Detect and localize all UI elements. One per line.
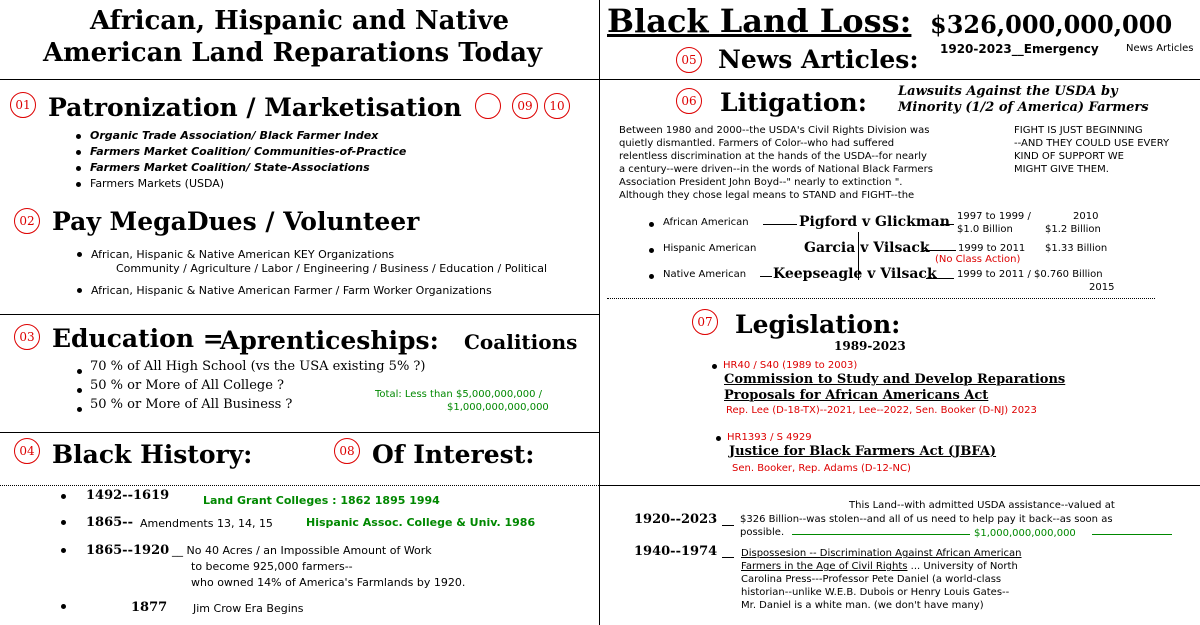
land-grant-colleges: Land Grant Colleges : 1862 1895 1994 — [203, 494, 440, 507]
bullet — [76, 166, 81, 171]
divider-right-3 — [599, 485, 1200, 486]
case-extra-1b: $1.2 Billion — [1045, 224, 1101, 235]
black-history-heading: Black History: — [52, 440, 253, 469]
timeline-1-amount: $1,000,000,000,000 — [974, 528, 1076, 539]
center-divider — [599, 0, 600, 625]
green-rule — [1092, 534, 1172, 535]
section-02-badge: 02 — [14, 208, 40, 234]
left-title-line2: American Land Reparations Today — [42, 38, 543, 68]
case-connector — [926, 278, 954, 279]
case-name-1: Pigford v Glickman — [799, 214, 950, 230]
bullet — [76, 150, 81, 155]
bullet — [77, 388, 82, 393]
patronization-item-3: Farmers Market Coalition/ State-Associations — [90, 161, 370, 174]
bill2-title[interactable]: Justice for Black Farmers Act (JBFA) — [729, 444, 997, 459]
of-interest-heading: Of Interest: — [372, 440, 535, 469]
bullet — [61, 520, 66, 525]
history-year-4: 1877 — [131, 600, 168, 615]
education-item-2: 50 % or More of All College ? — [90, 378, 285, 393]
divider-left-2 — [0, 314, 599, 315]
land-loss-amount: $326,000,000,000 — [930, 10, 1173, 39]
bill1-title-2[interactable]: Proposals for African Americans Act — [724, 388, 989, 403]
bill1-id: HR40 / S40 (1989 to 2003) — [723, 360, 858, 371]
case-connector — [924, 250, 956, 251]
bill2-sponsors: Sen. Booker, Rep. Adams (D-12-NC) — [732, 463, 911, 474]
case-note-2: (No Class Action) — [935, 254, 1021, 265]
black-land-loss-title: Black Land Loss: — [607, 2, 912, 40]
case-connector — [763, 224, 797, 225]
litigation-para-3: relentless discrimination at the hands of the USDA--for nearly — [619, 151, 927, 162]
litigation-para-4: a century--were driven--in the words of National Black Farmers — [619, 164, 933, 175]
litigation-heading: Litigation: — [720, 88, 867, 117]
bullet — [76, 182, 81, 187]
news-articles-link[interactable]: News Articles — [1126, 43, 1194, 54]
timeline-connector — [722, 557, 734, 558]
bullet — [61, 494, 66, 499]
bullet — [649, 274, 654, 279]
left-title-line1: African, Hispanic and Native — [89, 6, 510, 36]
education-item-3: 50 % or More of All Business ? — [90, 397, 293, 412]
patronization-item-2: Farmers Market Coalition/ Communities-of-Practice — [90, 145, 407, 158]
timeline-year-1: 1920--2023 — [634, 512, 718, 527]
case-detail-2a: 1999 to 2011 — [958, 243, 1026, 254]
education-heading: Education = — [52, 324, 224, 353]
case-detail-3a: 1999 to 2011 / $0.760 Billion — [957, 269, 1103, 280]
bill2-id: HR1393 / S 4929 — [727, 432, 812, 443]
patronization-item-4: Farmers Markets (USDA) — [90, 177, 225, 190]
patronization-item-1: Organic Trade Association/ Black Farmer Index — [90, 129, 379, 142]
litigation-subtitle-2: Minority (1/2 of America) Farmers — [898, 100, 1149, 115]
litigation-para-5: Association President John Boyd--" nearly to extinction ". — [619, 177, 903, 188]
case-extra-1a: 2010 — [1073, 211, 1099, 222]
dispossession-line2 — [741, 561, 1018, 572]
litigation-side-1: FIGHT IS JUST BEGINNING — [1014, 125, 1143, 136]
bullet — [76, 134, 81, 139]
bullet — [61, 604, 66, 609]
bullet — [77, 369, 82, 374]
case-detail-3b: 2015 — [1089, 282, 1115, 293]
dispossession-publisher: ... University of North — [907, 561, 1018, 572]
bullet — [77, 252, 82, 257]
timeline-1-line3: possible. — [740, 527, 785, 538]
case-name-2: Garcia v Vilsack — [804, 240, 930, 256]
legislation-years: 1989-2023 — [834, 339, 906, 353]
dispossession-line5: Mr. Daniel is a white man. (we don't have many) — [741, 600, 984, 611]
education-item-1: 70 % of All High School (vs the USA existing 5% ?) — [90, 359, 426, 374]
megadues-item-1-sub: Community / Agriculture / Labor / Engineering / Business / Education / Political — [116, 262, 548, 275]
bullet — [712, 364, 717, 369]
bill1-title-1[interactable]: Commission to Study and Develop Reparations — [724, 372, 1066, 387]
bullet — [77, 288, 82, 293]
megadues-item-1: African, Hispanic & Native American KEY Organizations — [91, 248, 395, 261]
dispossession-link-1[interactable]: Dispossesion -- Discrimination Against African American — [741, 548, 1022, 559]
case-detail-2b: $1.33 Billion — [1045, 243, 1108, 254]
timeline-1-line1: This Land--with admitted USDA assistance--valued at — [849, 500, 1115, 511]
divider-right-2 — [607, 298, 1155, 299]
section-05-badge: 05 — [676, 47, 702, 73]
coalitions-label: Coalitions — [464, 330, 578, 354]
dispossession-line3: Carolina Press---Professor Pete Daniel (a world-class — [741, 574, 1002, 585]
timeline-year-2: 1940--1974 — [634, 544, 718, 559]
section-10-badge: 10 — [544, 93, 570, 119]
case-connector — [940, 224, 954, 225]
history-text-2: Amendments 13, 14, 15 — [140, 517, 273, 530]
divider-right-1 — [599, 79, 1200, 80]
case-detail-1a: 1997 to 1999 / — [957, 211, 1031, 222]
bullet — [649, 222, 654, 227]
litigation-para-6: Although they chose legal means to STAND and FIGHT--the — [619, 190, 915, 201]
section-04-badge: 04 — [14, 438, 40, 464]
dispossession-link-2[interactable]: Farmers in the Age of Civil Rights — [741, 561, 908, 572]
section-03-badge: 03 — [14, 324, 40, 350]
news-articles-heading: News Articles: — [718, 45, 919, 74]
history-year-1: 1492--1619 — [86, 488, 170, 503]
history-year-2: 1865-- — [86, 515, 133, 530]
bullet — [61, 548, 66, 553]
case-detail-1b: $1.0 Billion — [957, 224, 1013, 235]
litigation-para-1: Between 1980 and 2000--the USDA's Civil Rights Division was — [619, 125, 930, 136]
case-group-2: Hispanic American — [663, 243, 757, 254]
litigation-side-3: KIND OF SUPPORT WE — [1014, 151, 1124, 162]
megadues-item-2: African, Hispanic & Native American Farmer / Farm Worker Organizations — [91, 284, 492, 297]
litigation-para-2: quietly dismantled. Farmers of Color--who had suffered — [619, 138, 895, 149]
case-connector — [760, 276, 772, 277]
case-group-3: Native American — [663, 269, 747, 280]
case-name-3: Keepseagle v Vilsack — [773, 266, 937, 282]
empty-circle-badge — [475, 93, 501, 119]
hispanic-colleges: Hispanic Assoc. College & Univ. 1986 — [306, 516, 536, 529]
megadues-heading: Pay MegaDues / Volunteer — [52, 207, 420, 236]
history-text-3-line2: to become 925,000 farmers-- — [191, 560, 353, 573]
timeline-connector — [722, 525, 734, 526]
education-total-line1: Total: Less than $5,000,000,000 / — [375, 389, 543, 400]
education-total-line2: $1,000,000,000,000 — [447, 402, 549, 413]
history-text-3-line3: who owned 14% of America's Farmlands by 1920. — [191, 576, 466, 589]
apprenticeships-heading: Aprenticeships: — [220, 326, 439, 355]
section-08-badge: 08 — [334, 438, 360, 464]
history-text-4: Jim Crow Era Begins — [193, 602, 304, 615]
case-group-1: African American — [663, 217, 749, 228]
section-07-badge: 07 — [692, 309, 718, 335]
bill1-sponsors: Rep. Lee (D-18-TX)--2021, Lee--2022, Sen. Booker (D-NJ) 2023 — [726, 405, 1037, 416]
section-01-badge: 01 — [10, 92, 36, 118]
green-rule — [792, 534, 970, 535]
litigation-side-2: --AND THEY COULD USE EVERY — [1014, 138, 1170, 149]
litigation-subtitle-1: Lawsuits Against the USDA by — [898, 84, 1118, 99]
section-09-badge: 09 — [512, 93, 538, 119]
dispossession-line4: historian--unlike W.E.B. Dubois or Henry Louis Gates-- — [741, 587, 1010, 598]
section-06-badge: 06 — [676, 88, 702, 114]
timeline-1-line2: $326 Billion--was stolen--and all of us need to help pay it back--as soon as — [740, 514, 1113, 525]
history-text-3: __ No 40 Acres / an Impossible Amount of Work — [172, 544, 432, 557]
bullet — [649, 248, 654, 253]
patronization-heading: Patronization / Marketisation — [48, 93, 462, 122]
litigation-side-4: MIGHT GIVE THEM. — [1014, 164, 1109, 175]
legislation-heading: Legislation: — [735, 310, 901, 339]
divider-left-4 — [0, 485, 599, 486]
land-loss-years: 1920-2023__Emergency — [940, 42, 1099, 56]
history-year-3: 1865--1920 — [86, 543, 170, 558]
bullet — [716, 436, 721, 441]
divider-left-3 — [0, 432, 599, 433]
divider-left-1 — [0, 79, 599, 80]
bullet — [77, 407, 82, 412]
